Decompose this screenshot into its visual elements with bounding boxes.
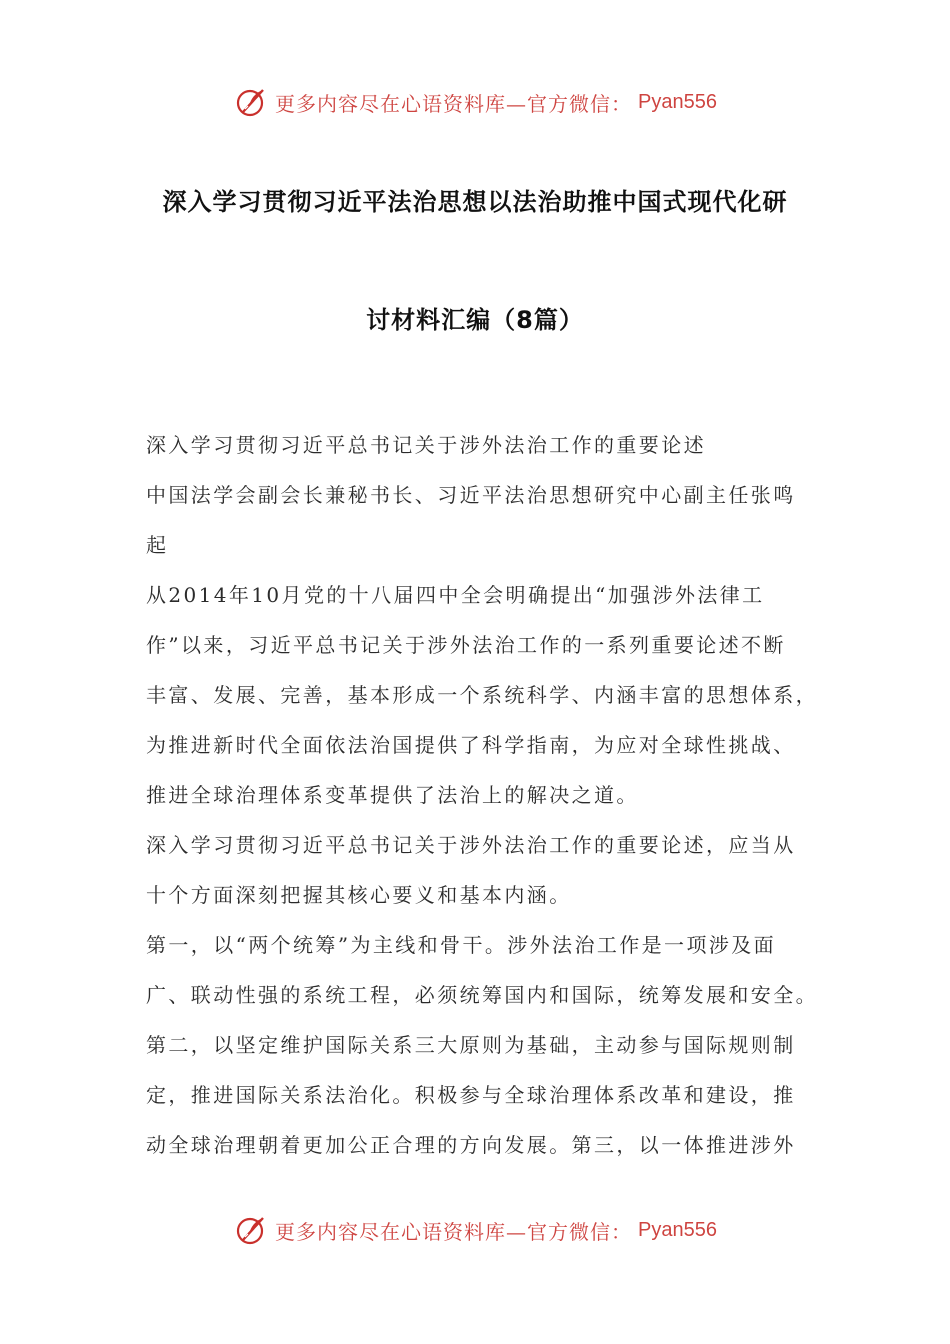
body-line: 推进全球治理体系变革提供了法治上的解决之道。 <box>146 783 639 807</box>
body-line: 定，推进国际关系法治化。积极参与全球治理体系改革和建设，推 <box>146 1083 796 1107</box>
document-body <box>146 420 818 1170</box>
document-title-line-2: 讨材料汇编（8篇） <box>366 306 584 334</box>
footer-banner <box>0 1210 950 1250</box>
banner-wechat-id: Pyan556 <box>638 90 717 113</box>
header-banner <box>0 82 950 122</box>
body-line: 第一，以“两个统筹”为主线和骨干。涉外法治工作是一项涉及面 <box>146 933 777 957</box>
body-line: 从2014年10月党的十八届四中全会明确提出“加强涉外法律工 <box>146 583 765 607</box>
document-title-line-1: 深入学习贯彻习近平法治思想以法治助推中国式现代化研 <box>162 188 788 216</box>
body-line: 深入学习贯彻习近平总书记关于涉外法治工作的重要论述 <box>146 433 706 457</box>
body-line: 为推进新时代全面依法治国提供了科学指南，为应对全球性挑战、 <box>146 733 796 757</box>
body-line: 丰富、发展、完善，基本形成一个系统科学、内涵丰富的思想体系， <box>146 683 818 707</box>
body-line: 动全球治理朝着更加公正合理的方向发展。第三，以一体推进涉外 <box>146 1133 796 1157</box>
banner-text: 更多内容尽在心语资料库—官方微信： <box>275 91 633 116</box>
body-line: 深入学习贯彻习近平总书记关于涉外法治工作的重要论述，应当从 <box>146 833 796 857</box>
body-line: 起 <box>146 533 169 557</box>
body-line: 作”以来，习近平总书记关于涉外法治工作的一系列重要论述不断 <box>146 633 786 657</box>
feather-pen-circle-icon <box>233 84 269 120</box>
banner-wechat-id: Pyan556 <box>638 1218 717 1241</box>
body-line: 中国法学会副会长兼秘书长、习近平法治思想研究中心副主任张鸣 <box>146 483 796 507</box>
body-line: 第二，以坚定维护国际关系三大原则为基础，主动参与国际规则制 <box>146 1033 796 1057</box>
feather-pen-circle-icon <box>233 1212 269 1248</box>
banner-text: 更多内容尽在心语资料库—官方微信： <box>275 1219 633 1244</box>
body-line: 十个方面深刻把握其核心要义和基本内涵。 <box>146 883 572 907</box>
body-line: 广、联动性强的系统工程，必须统筹国内和国际，统筹发展和安全。 <box>146 983 818 1007</box>
